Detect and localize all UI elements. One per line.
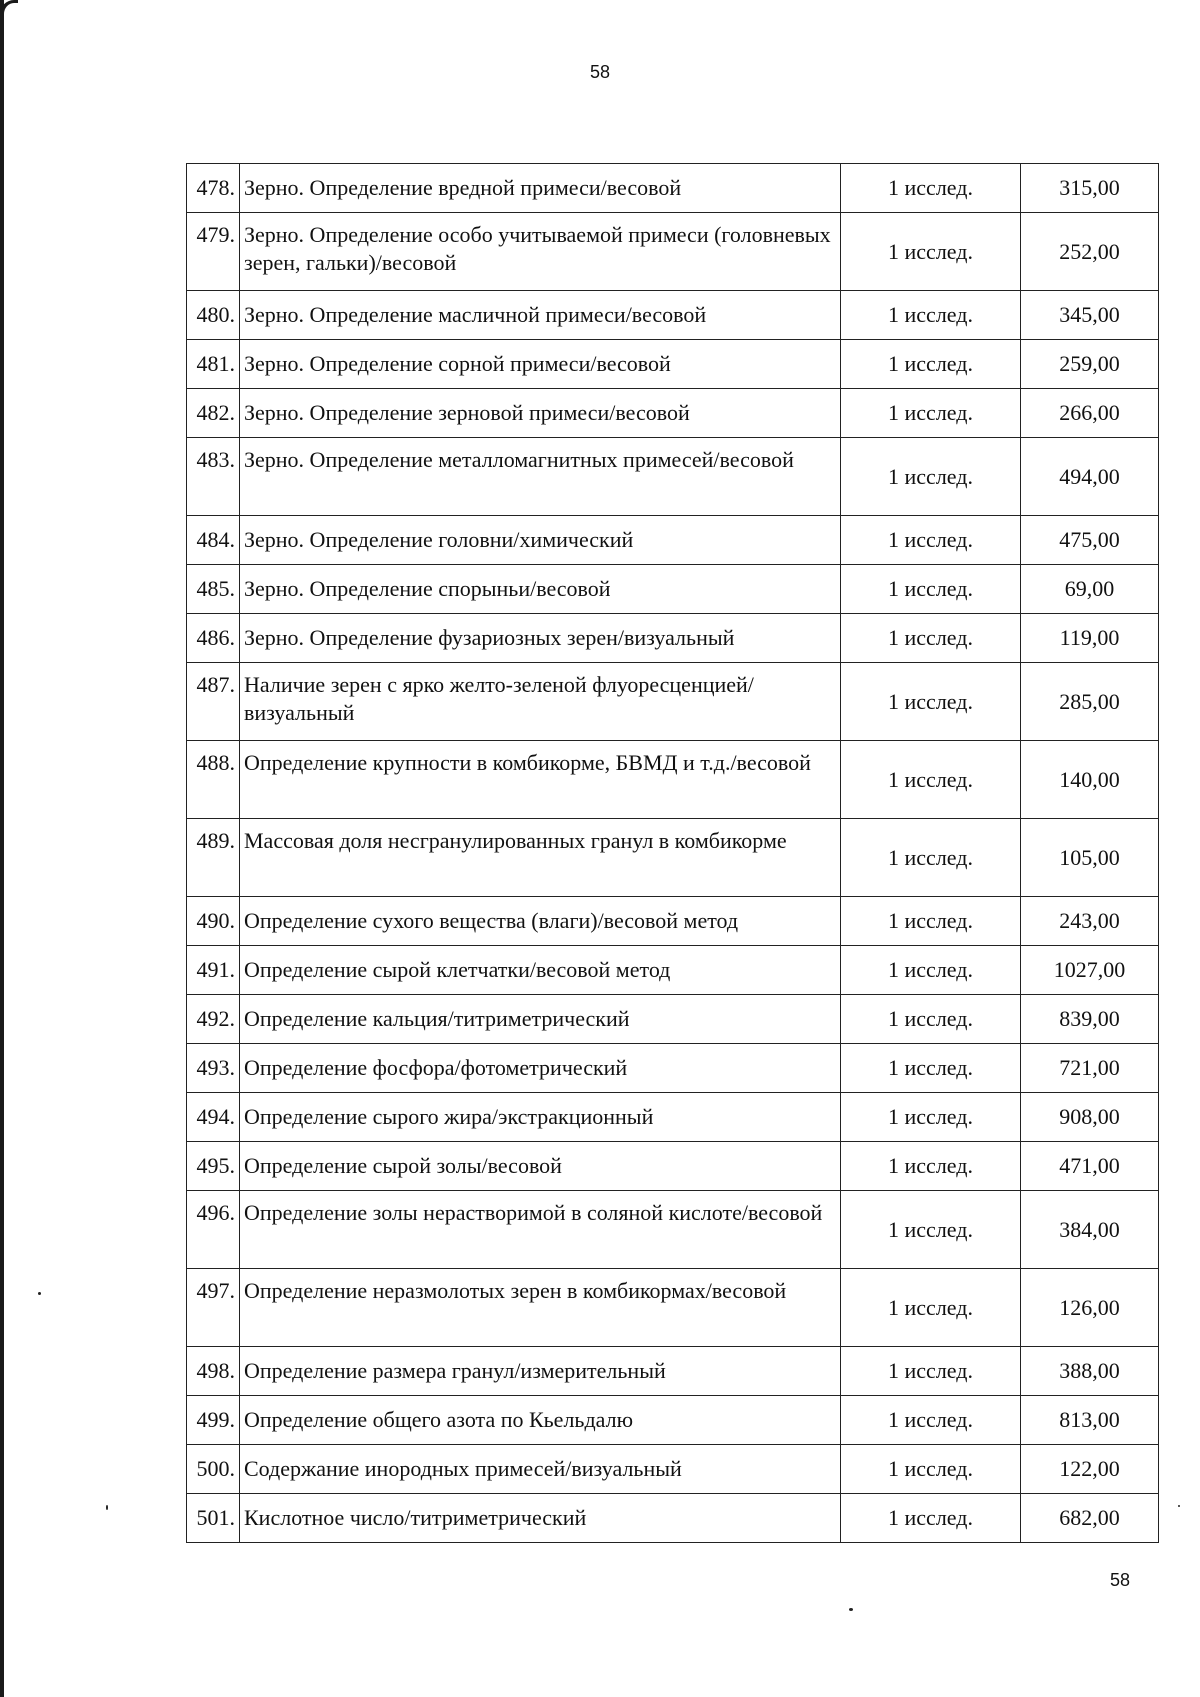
unit-cell: 1 исслед. <box>841 1347 1021 1396</box>
scan-speck <box>1178 1505 1180 1507</box>
service-name-cell: Определение общего азота по Кьельдалю <box>240 1396 841 1445</box>
scan-speck <box>106 1505 108 1510</box>
price-cell: 266,00 <box>1021 389 1159 438</box>
price-list-table <box>186 163 1159 1543</box>
price-list-body <box>187 164 1159 1543</box>
unit-cell: 1 исслед. <box>841 1142 1021 1191</box>
table-row <box>187 291 1159 340</box>
table-row <box>187 1445 1159 1494</box>
page-number-top: 58 <box>589 62 611 82</box>
row-number-cell: 496. <box>187 1191 240 1269</box>
price-cell: 388,00 <box>1021 1347 1159 1396</box>
price-cell: 259,00 <box>1021 340 1159 389</box>
unit-cell: 1 исслед. <box>841 741 1021 819</box>
price-cell: 1027,00 <box>1021 946 1159 995</box>
row-number-cell: 489. <box>187 819 240 897</box>
unit-cell: 1 исслед. <box>841 164 1021 213</box>
unit-cell: 1 исслед. <box>841 1044 1021 1093</box>
unit-cell: 1 исслед. <box>841 213 1021 291</box>
unit-cell: 1 исслед. <box>841 614 1021 663</box>
table-row <box>187 1093 1159 1142</box>
unit-cell: 1 исслед. <box>841 516 1021 565</box>
unit-cell: 1 исслед. <box>841 1269 1021 1347</box>
unit-cell: 1 исслед. <box>841 995 1021 1044</box>
service-name-cell: Определение сухого вещества (влаги)/весовой метод <box>240 897 841 946</box>
service-name-cell: Определение фосфора/фотометрический <box>240 1044 841 1093</box>
service-name-cell: Зерно. Определение сорной примеси/весовой <box>240 340 841 389</box>
row-number-cell: 484. <box>187 516 240 565</box>
row-number-cell: 486. <box>187 614 240 663</box>
price-cell: 69,00 <box>1021 565 1159 614</box>
table-row <box>187 164 1159 213</box>
table-row <box>187 438 1159 516</box>
unit-cell: 1 исслед. <box>841 438 1021 516</box>
row-number-cell: 482. <box>187 389 240 438</box>
row-number-cell: 498. <box>187 1347 240 1396</box>
unit-cell: 1 исслед. <box>841 819 1021 897</box>
table-row <box>187 340 1159 389</box>
service-name-cell: Определение неразмолотых зерен в комбикормах/весовой <box>240 1269 841 1347</box>
table-row <box>187 1191 1159 1269</box>
table-row <box>187 819 1159 897</box>
unit-cell: 1 исслед. <box>841 565 1021 614</box>
table-row <box>187 995 1159 1044</box>
row-number-cell: 492. <box>187 995 240 1044</box>
row-number-cell: 480. <box>187 291 240 340</box>
price-cell: 315,00 <box>1021 164 1159 213</box>
price-cell: 126,00 <box>1021 1269 1159 1347</box>
row-number-cell: 485. <box>187 565 240 614</box>
service-name-cell: Массовая доля несгранулированных гранул в комбикорме <box>240 819 841 897</box>
unit-cell: 1 исслед. <box>841 1093 1021 1142</box>
unit-cell: 1 исслед. <box>841 291 1021 340</box>
table-row <box>187 213 1159 291</box>
table-row <box>187 946 1159 995</box>
service-name-cell: Зерно. Определение масличной примеси/весовой <box>240 291 841 340</box>
table-row <box>187 389 1159 438</box>
scan-border-edge <box>0 0 4 1697</box>
table-row <box>187 1269 1159 1347</box>
row-number-cell: 500. <box>187 1445 240 1494</box>
service-name-cell: Зерно. Определение зерновой примеси/весовой <box>240 389 841 438</box>
price-cell: 908,00 <box>1021 1093 1159 1142</box>
row-number-cell: 495. <box>187 1142 240 1191</box>
price-cell: 345,00 <box>1021 291 1159 340</box>
price-cell: 682,00 <box>1021 1494 1159 1543</box>
service-name-cell: Определение сырой клетчатки/весовой метод <box>240 946 841 995</box>
row-number-cell: 494. <box>187 1093 240 1142</box>
service-name-cell: Зерно. Определение фузариозных зерен/визуальный <box>240 614 841 663</box>
row-number-cell: 497. <box>187 1269 240 1347</box>
service-name-cell: Наличие зерен с ярко желто-зеленой флуоресценцией/визуальный <box>240 663 841 741</box>
price-cell: 140,00 <box>1021 741 1159 819</box>
service-name-cell: Кислотное число/титриметрический <box>240 1494 841 1543</box>
service-name-cell: Определение сырого жира/экстракционный <box>240 1093 841 1142</box>
scan-speck <box>849 1608 853 1611</box>
price-cell: 119,00 <box>1021 614 1159 663</box>
price-cell: 105,00 <box>1021 819 1159 897</box>
service-name-cell: Определение крупности в комбикорме, БВМД и т.д./весовой <box>240 741 841 819</box>
price-cell: 243,00 <box>1021 897 1159 946</box>
row-number-cell: 499. <box>187 1396 240 1445</box>
row-number-cell: 491. <box>187 946 240 995</box>
price-cell: 252,00 <box>1021 213 1159 291</box>
service-name-cell: Определение золы нерастворимой в соляной кислоте/весовой <box>240 1191 841 1269</box>
table-row <box>187 516 1159 565</box>
row-number-cell: 481. <box>187 340 240 389</box>
price-cell: 721,00 <box>1021 1044 1159 1093</box>
row-number-cell: 493. <box>187 1044 240 1093</box>
table-row <box>187 1142 1159 1191</box>
price-cell: 475,00 <box>1021 516 1159 565</box>
table-row <box>187 663 1159 741</box>
table-row <box>187 614 1159 663</box>
table-row <box>187 1044 1159 1093</box>
row-number-cell: 478. <box>187 164 240 213</box>
service-name-cell: Содержание инородных примесей/визуальный <box>240 1445 841 1494</box>
unit-cell: 1 исслед. <box>841 1396 1021 1445</box>
price-cell: 494,00 <box>1021 438 1159 516</box>
service-name-cell: Зерно. Определение особо учитываемой примеси (головневых зерен, гальки)/весовой <box>240 213 841 291</box>
table-row <box>187 1396 1159 1445</box>
price-cell: 813,00 <box>1021 1396 1159 1445</box>
service-name-cell: Определение кальция/титриметрический <box>240 995 841 1044</box>
service-name-cell: Определение сырой золы/весовой <box>240 1142 841 1191</box>
service-name-cell: Определение размера гранул/измерительный <box>240 1347 841 1396</box>
price-cell: 471,00 <box>1021 1142 1159 1191</box>
page-number-bottom: 58 <box>1110 1570 1131 1590</box>
table-row <box>187 741 1159 819</box>
unit-cell: 1 исслед. <box>841 340 1021 389</box>
unit-cell: 1 исслед. <box>841 663 1021 741</box>
price-cell: 839,00 <box>1021 995 1159 1044</box>
row-number-cell: 501. <box>187 1494 240 1543</box>
table-row <box>187 1347 1159 1396</box>
service-name-cell: Зерно. Определение вредной примеси/весовой <box>240 164 841 213</box>
price-cell: 285,00 <box>1021 663 1159 741</box>
unit-cell: 1 исслед. <box>841 1191 1021 1269</box>
table-row <box>187 897 1159 946</box>
row-number-cell: 490. <box>187 897 240 946</box>
unit-cell: 1 исслед. <box>841 897 1021 946</box>
row-number-cell: 483. <box>187 438 240 516</box>
price-cell: 122,00 <box>1021 1445 1159 1494</box>
service-name-cell: Зерно. Определение металломагнитных примесей/весовой <box>240 438 841 516</box>
row-number-cell: 479. <box>187 213 240 291</box>
unit-cell: 1 исслед. <box>841 1494 1021 1543</box>
price-cell: 384,00 <box>1021 1191 1159 1269</box>
scan-speck <box>38 1292 41 1295</box>
service-name-cell: Зерно. Определение головни/химический <box>240 516 841 565</box>
service-name-cell: Зерно. Определение спорыньи/весовой <box>240 565 841 614</box>
unit-cell: 1 исслед. <box>841 946 1021 995</box>
table-row <box>187 1494 1159 1543</box>
unit-cell: 1 исслед. <box>841 1445 1021 1494</box>
unit-cell: 1 исслед. <box>841 389 1021 438</box>
table-row <box>187 565 1159 614</box>
row-number-cell: 487. <box>187 663 240 741</box>
row-number-cell: 488. <box>187 741 240 819</box>
